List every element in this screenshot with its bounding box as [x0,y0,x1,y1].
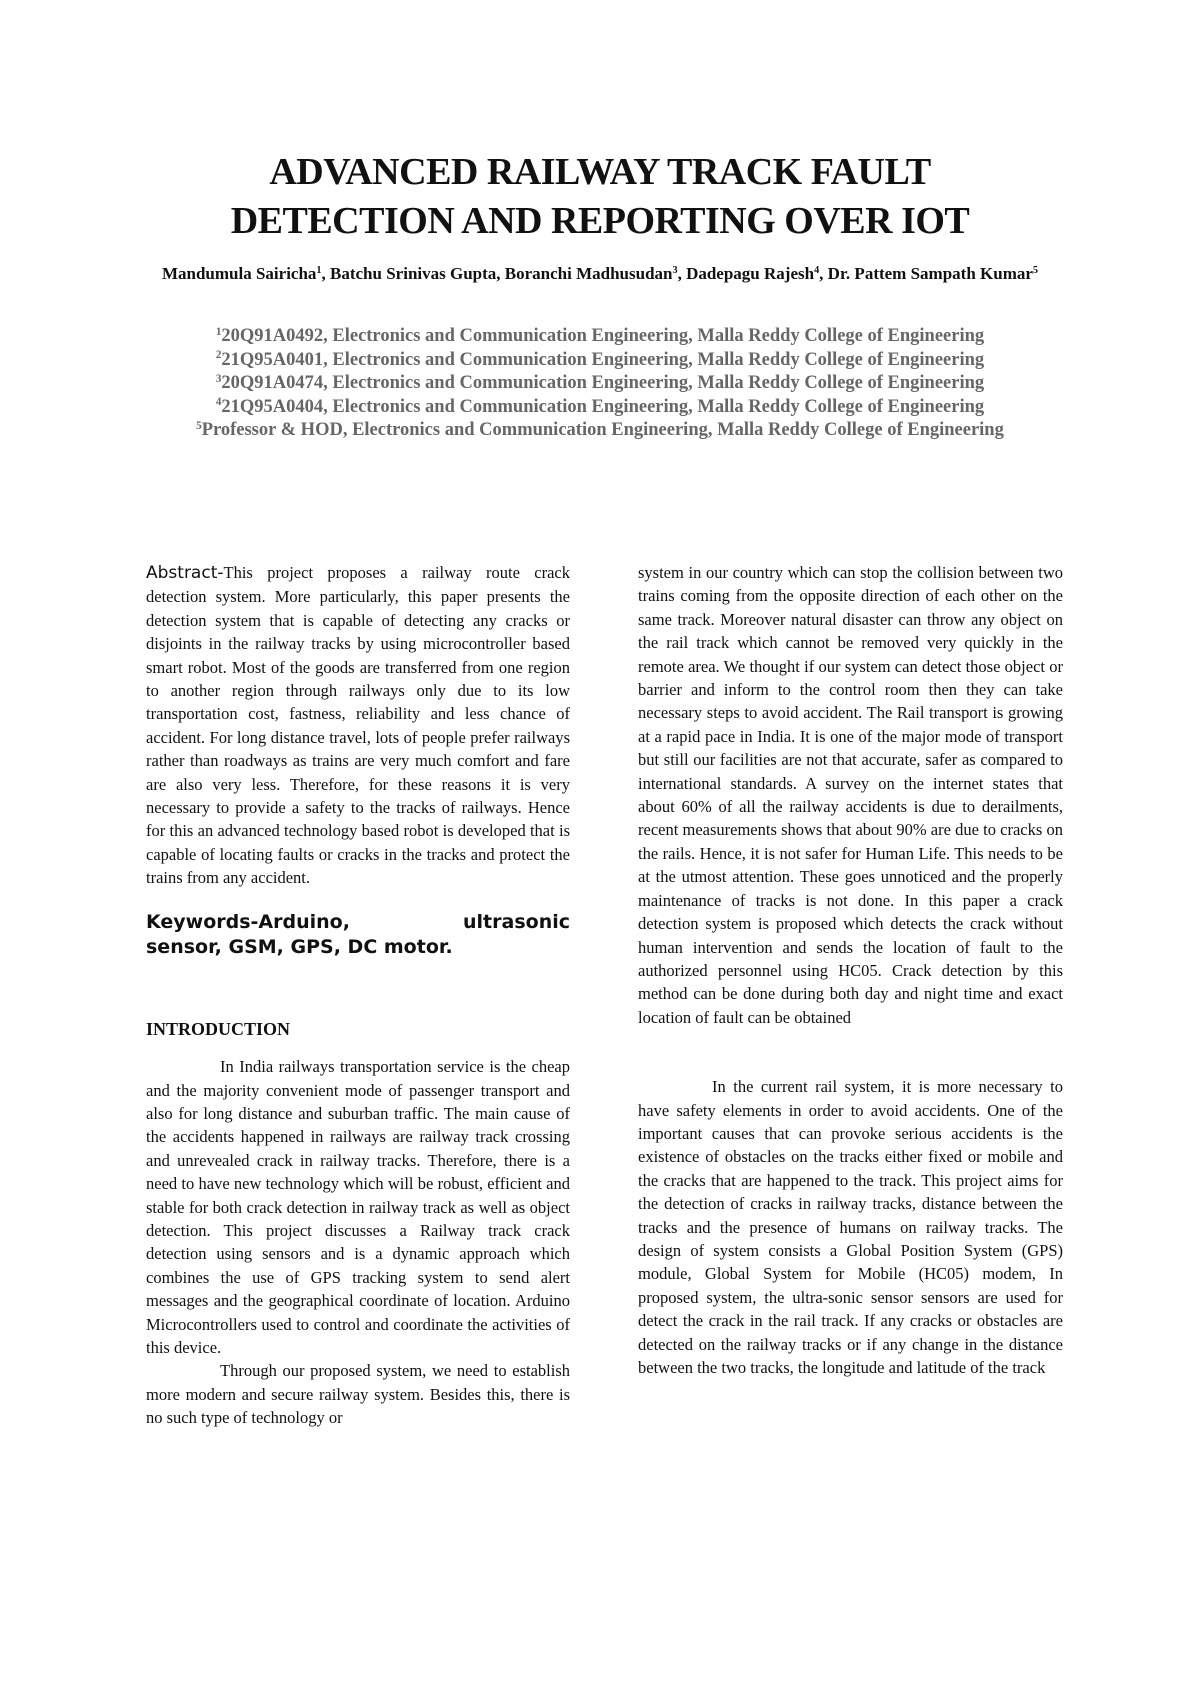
author-sup: 1 [316,265,322,277]
introduction-paragraph-2: Through our proposed system, we need to establish more modern and secure railway system. Besides this, there is no such type of technology or [146,1361,570,1428]
affiliation-line [100,325,1100,349]
title-line-1: ADVANCED RAILWAY TRACK FAULT [269,151,931,193]
author-name: Boranchi Madhusudan [504,264,673,283]
affiliation-sup: 4 [215,396,222,409]
affiliation-line [100,396,1100,420]
author-name: Dr. Pattem Sampath Kumar [827,264,1033,283]
paper-title [0,148,1200,246]
right-column [638,561,1063,1379]
keywords-part-2: ultrasonic [463,910,570,933]
affiliation-list [100,325,1100,443]
affiliation-text: 21Q95A0401, Electronics and Communication Engineering, Malla Reddy College of Engineering [221,349,985,370]
author-sup: 4 [814,265,820,277]
affiliation-sup: 2 [215,349,222,362]
abstract-label: Abstract- [146,563,224,583]
affiliation-sup: 1 [215,325,222,338]
keywords-part-3: sensor, GSM, GPS, DC motor. [146,935,453,958]
abstract-text: This project proposes a railway route crack detection system. More particularly, this paper presents the detection system that is capable of detecting any cracks or disjoints in the railway tracks by using microcontroller based smart robot. Most of the goods are transferred from one region to another region through railways only due to its low transportation cost, fastness, reliability and less chance of accident. For long distance travel, lots of people prefer railways rather than roadways as trains are very much comfort and fare are also very less. Therefore, for these reasons it is very necessary to provide a safety to the tracks of railways. Hence for this an advanced technology based robot is developed that is capable of locating faults or cracks in the tracks and protect the trains from any accident. [146,563,570,888]
affiliation-text: 20Q91A0492, Electronics and Communication Engineering, Malla Reddy College of Engineering [221,326,985,346]
affiliation-text: 20Q91A0474, Electronics and Communication Engineering, Malla Reddy College of Engineering [221,373,985,393]
left-column [146,561,570,1430]
affiliation-line [100,349,1100,373]
author-name: Batchu Srinivas Gupta [330,264,497,283]
abstract-paragraph [146,561,570,890]
author-sup: 5 [1032,265,1039,277]
introduction-paragraph-1: In India railways transportation service is the cheap and the majority convenient mode of passenger transport and also for long distance and suburban traffic. The main cause of the accidents happened in railways are railway track crossing and unrevealed crack in railway tracks. Therefore, there is a need to have new technology which will be robust, efficient and stable for both crack detection in railway track as well as object detection. This project discusses a Railway track crack detection using sensors and is a dynamic approach which combines the use of GPS tracking system to send alert messages and the geographical coordinate of location. Arduino Microcontrollers used to control and coordinate the activities of this device. [146,1057,570,1357]
affiliation-line [100,372,1100,396]
body-paragraph-2: In the current rail system, it is more necessary to have safety elements in order to avoid accidents. One of the important causes that can provoke serious accidents is the existence of obstacles on the tracks either fixed or mobile and the cracks that are happened to the track. This project aims for the detection of cracks in railway tracks, distance between the tracks and the presence of humans on railway tracks. The design of system consists a Global Position System (GPS) module, Global System for Mobile (HC05) modem, In proposed system, the ultra-sonic sensor sensors are used for detect the crack in the rail track. If any cracks or obstacles are detected on the railway tracks or if any change in the distance between the two tracks, the longitude and latitude of the track [638,1077,1063,1377]
body-paragraph-1: system in our country which can stop the collision between two trains coming from the opposite direction of each other on the same track. Moreover natural disaster can throw any object on the rail track which cannot be removed very quickly in the remote area. We thought if our system can detect those object or barrier and inform to the control room then they can take necessary steps to avoid accident. The Rail transport is growing at a rapid pace in India. It is one of the major mode of transport but still our facilities are not that accurate, safer as compared to international standards. A survey on the internet states that about 60% of all the railway accidents is due to derailments, recent measurements shows that about 90% are due to cracks on the rails. Hence, it is not safer for Human Life. This needs to be at the utmost attention. These goes unnoticed and the properly maintenance of tracks is not done. In this paper a crack detection system is proposed which detects the crack without human intervention and sends the location of fault to the authorized personnel using HC05. Crack detection by this method can be done during both day and night time and exact location of fault can be obtained [638,563,1063,1027]
affiliation-sup: 5 [196,419,202,432]
author-name: Dadepagu Rajesh [686,264,815,283]
keywords [146,910,570,960]
author-name: Mandumula Sairicha [161,264,317,283]
author-sup: 3 [672,265,678,277]
affiliation-text: 21Q95A0404, Electronics and Communication Engineering, Malla Reddy College of Engineering [221,396,985,417]
author-list: Mandumula Sairicha$^1$, Batchu Srinivas Gupta, Boranchi Madhusudan$^3$, Dadepagu Rajesh$^4$, Dr. Pattem Sampath Kumar$^5$ [161,264,1039,283]
affiliation-line [100,419,1100,443]
title-line-2: DETECTION AND REPORTING OVER IOT [230,200,970,242]
affiliation-sup: 3 [215,372,222,385]
affiliation-text: Professor & HOD, Electronics and Communication Engineering, Malla Reddy College of Engineering [201,420,1004,440]
keywords-part-1: Keywords-Arduino, [146,910,350,933]
introduction-heading: INTRODUCTION [146,1018,291,1039]
